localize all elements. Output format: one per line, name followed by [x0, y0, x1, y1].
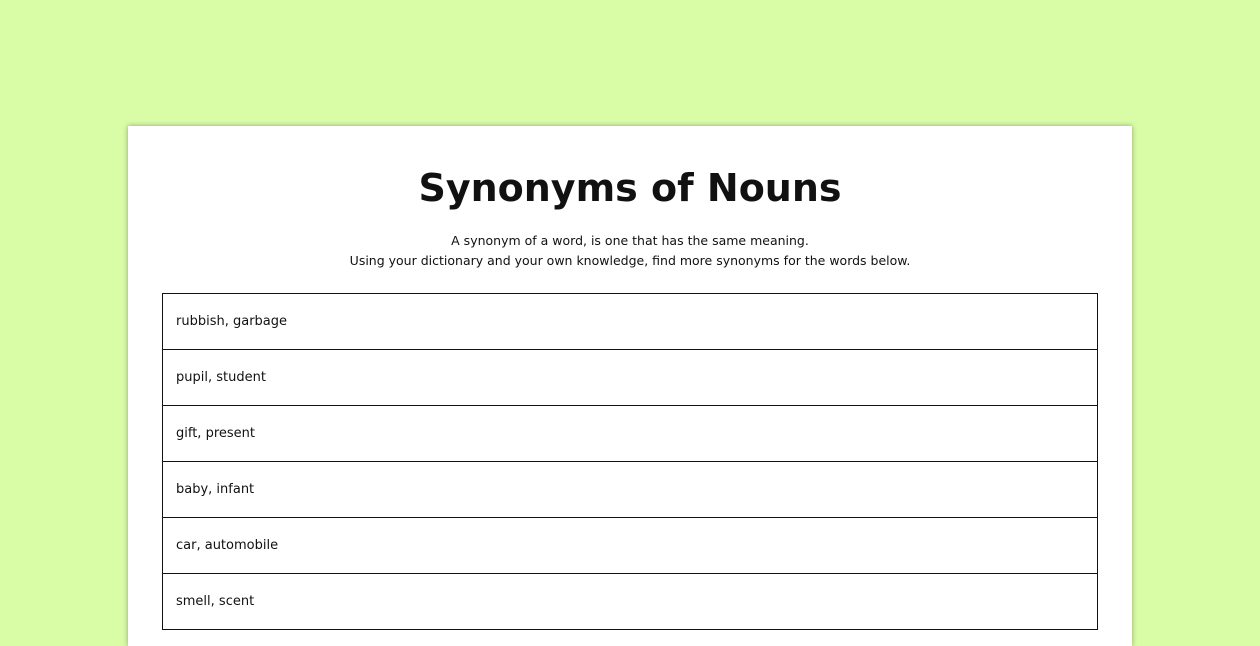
row-words: gift, present: [176, 426, 255, 441]
row-words: rubbish, garbage: [176, 314, 288, 329]
table-row[interactable]: [162, 462, 1098, 518]
table-row[interactable]: [162, 574, 1098, 630]
row-words: smell, scent: [176, 594, 255, 609]
worksheet-title: Synonyms of Nouns: [418, 166, 842, 210]
synonyms-table: [162, 293, 1098, 630]
table-row[interactable]: [162, 406, 1098, 462]
row-words: car, automobile: [176, 538, 279, 553]
row-words: baby, infant: [176, 482, 255, 497]
table-row[interactable]: [162, 350, 1098, 406]
instruction-line-2: Using your dictionary and your own knowledge, find more synonyms for the words below.: [349, 253, 911, 268]
table-row[interactable]: [162, 518, 1098, 574]
row-words: pupil, student: [176, 370, 266, 385]
table-row[interactable]: [162, 294, 1098, 350]
instruction-line-1: A synonym of a word, is one that has the same meaning.: [451, 233, 809, 248]
